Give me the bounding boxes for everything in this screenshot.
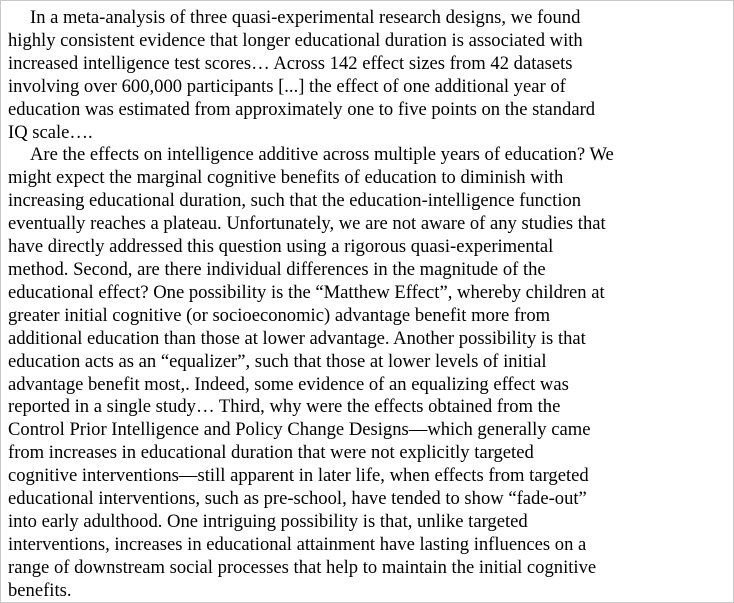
quoted-text-block xyxy=(8,7,728,603)
paragraph-open-questions: Are the effects on intelligence additive across multiple years of education? We might expect the marginal cognitive benefits of education to diminish with increasing educational duration, such that the education-intelligence function eventually reaches a plateau. Unfortunately, we are not aware of any studies that have directly addressed this question using a rigorous quasi-experimental method. Second, are there individual differences in the magnitude of the educational effect? One possibility is the “Matthew Effect”, whereby children at greater initial cognitive (or socioeconomic) advantage benefit more from additional education than those at lower advantage. Another possibility is that education acts as an “equalizer”, such that those at lower levels of initial advantage benefit most,. Indeed, some evidence of an equalizing effect was reported in a single study… Third, why were the effects obtained from the Control Prior Intelligence and Policy Change Designs—which generally came from increases in educational duration that were not explicitly targeted cognitive interventions—still apparent in later life, when effects from targeted educational interventions, such as pre-school, have tended to show “fade-out” into early adulthood. One intriguing possibility is that, unlike targeted interventions, increases in educational attainment have lasting influences on a range of downstream social processes that help to maintain the initial cognitive benefits. xyxy=(8,144,614,601)
paragraph-meta-analysis: In a meta-analysis of three quasi-experimental research designs, we found highly consistent evidence that longer educational duration is associated with increased intelligence test scores… Across 142 effect sizes from 42 datasets involving over 600,000 participants [...] the effect of one additional year of education was estimated from approximately one to five points on the standard IQ scale…. xyxy=(8,7,596,143)
